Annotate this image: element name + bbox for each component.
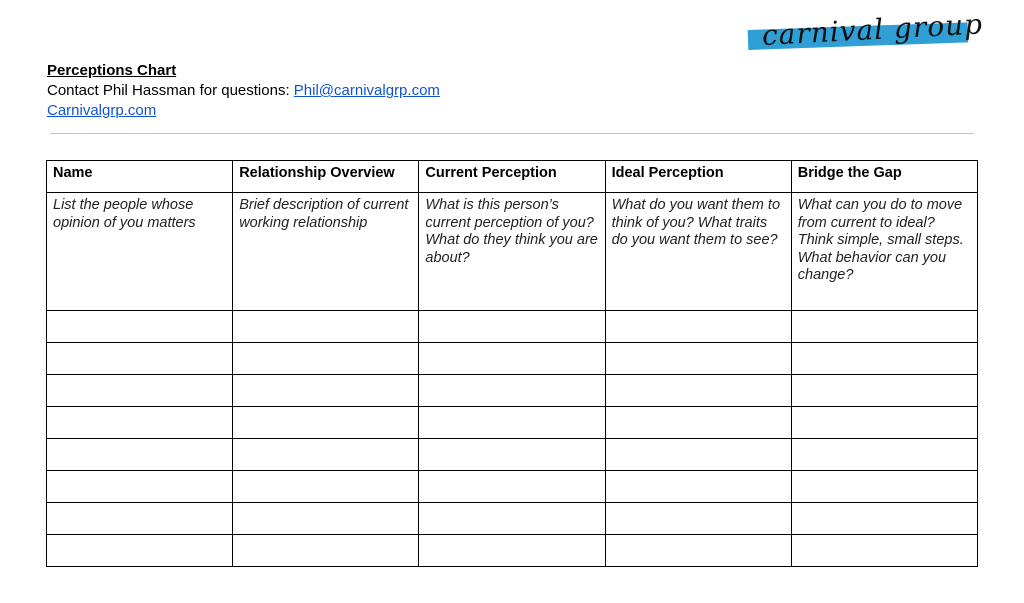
prompt-relationship-overview: Brief description of current working relationship <box>233 193 419 311</box>
prompt-name: List the people whose opinion of you matters <box>47 193 233 311</box>
table-cell[interactable] <box>47 311 233 343</box>
page-title: Perceptions Chart <box>47 62 177 79</box>
table-row <box>47 311 978 343</box>
table-cell[interactable] <box>419 471 605 503</box>
table-cell[interactable] <box>233 343 419 375</box>
table-cell[interactable] <box>791 343 977 375</box>
column-header-ideal-perception: Ideal Perception <box>605 161 791 193</box>
table-cell[interactable] <box>605 503 791 535</box>
table-cell[interactable] <box>419 535 605 567</box>
table-cell[interactable] <box>47 375 233 407</box>
contact-email-link[interactable]: Phil@carnivalgrp.com <box>293 82 440 99</box>
table-cell[interactable] <box>605 535 791 567</box>
table-row <box>47 439 978 471</box>
table-cell[interactable] <box>419 343 605 375</box>
table-row <box>47 535 978 567</box>
website-link[interactable]: Carnivalgrp.com <box>47 102 157 119</box>
prompt-current-perception: What is this person’s current perception of you? What do they think you are about? <box>419 193 605 311</box>
table-cell[interactable] <box>791 439 977 471</box>
table-cell[interactable] <box>233 439 419 471</box>
contact-line <box>47 81 440 101</box>
table-cell[interactable] <box>419 311 605 343</box>
table-cell[interactable] <box>233 503 419 535</box>
column-header-current-perception: Current Perception <box>419 161 605 193</box>
table-cell[interactable] <box>605 311 791 343</box>
column-header-name: Name <box>47 161 233 193</box>
table-cell[interactable] <box>47 471 233 503</box>
table-cell[interactable] <box>605 343 791 375</box>
table-cell[interactable] <box>605 407 791 439</box>
carnival-group-logo <box>748 7 984 76</box>
table-cell[interactable] <box>47 535 233 567</box>
table-row <box>47 407 978 439</box>
table-cell[interactable] <box>233 311 419 343</box>
table-cell[interactable] <box>47 439 233 471</box>
table-row <box>47 343 978 375</box>
prompt-ideal-perception: What do you want them to think of you? What traits do you want them to see? <box>605 193 791 311</box>
perceptions-table <box>46 160 978 567</box>
column-header-relationship-overview: Relationship Overview <box>233 161 419 193</box>
table-cell[interactable] <box>419 503 605 535</box>
table-cell[interactable] <box>791 375 977 407</box>
table-cell[interactable] <box>47 343 233 375</box>
table-cell[interactable] <box>419 439 605 471</box>
document-header <box>47 61 440 121</box>
table-cell[interactable] <box>419 375 605 407</box>
prompt-row <box>47 193 978 311</box>
table-header-row <box>47 161 978 193</box>
table-cell[interactable] <box>605 471 791 503</box>
table-row <box>47 503 978 535</box>
table-row <box>47 375 978 407</box>
table-cell[interactable] <box>605 439 791 471</box>
table-cell[interactable] <box>791 471 977 503</box>
table-cell[interactable] <box>47 407 233 439</box>
table-cell[interactable] <box>233 535 419 567</box>
table-cell[interactable] <box>419 407 605 439</box>
table-cell[interactable] <box>605 375 791 407</box>
table-cell[interactable] <box>791 535 977 567</box>
table-cell[interactable] <box>791 407 977 439</box>
contact-prefix: Contact Phil Hassman for questions: <box>47 82 294 99</box>
table-cell[interactable] <box>791 503 977 535</box>
logo-text: carnival group <box>761 7 984 52</box>
table-cell[interactable] <box>791 311 977 343</box>
horizontal-divider <box>50 133 974 134</box>
table-cell[interactable] <box>233 375 419 407</box>
prompt-bridge-the-gap: What can you do to move from current to ideal? Think simple, small steps. What behavior can you change? <box>791 193 977 311</box>
table-row <box>47 471 978 503</box>
table-cell[interactable] <box>233 471 419 503</box>
column-header-bridge-the-gap: Bridge the Gap <box>791 161 977 193</box>
table-cell[interactable] <box>233 407 419 439</box>
table-cell[interactable] <box>47 503 233 535</box>
